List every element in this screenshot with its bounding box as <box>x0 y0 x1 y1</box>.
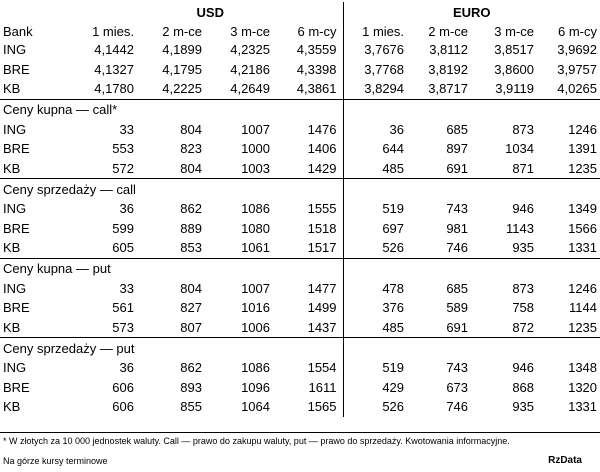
usd-value: 4,3398 <box>276 60 343 80</box>
forward-rate-row <box>0 79 600 99</box>
usd-column-header: 1 mies. <box>92 23 134 39</box>
euro-value: 3,9119 <box>495 81 535 97</box>
euro-value: 1235 <box>568 160 598 176</box>
usd-value: 1477 <box>276 279 343 299</box>
footnote: * W złotych za 10 000 jednostek waluty. Call — prawo do zakupu waluty, put — prawo do sprzedaży. Kwotowania informacyjne. <box>3 436 510 446</box>
euro-value: 691 <box>446 160 469 176</box>
usd-value: 804 <box>180 160 202 176</box>
usd-value: 4,2649 <box>230 81 270 97</box>
euro-value: 526 <box>382 399 405 415</box>
euro-value: 673 <box>446 379 469 395</box>
bank-name: BRE <box>3 61 30 77</box>
bank-name: KB <box>3 240 21 256</box>
section-title: Ceny sprzedaży — put <box>0 338 343 359</box>
euro-value: 746 <box>446 399 469 415</box>
usd-value: 1429 <box>276 159 343 179</box>
bank-name: ING <box>3 280 27 296</box>
bank-name: ING <box>3 360 27 376</box>
usd-value: 893 <box>180 379 202 395</box>
option-price-row <box>0 219 600 239</box>
usd-value: 889 <box>180 220 202 236</box>
column-header-row <box>0 22 600 40</box>
source-note: Na górze kursy terminowe <box>3 456 108 466</box>
section-header-row <box>0 99 600 120</box>
euro-value: 691 <box>446 319 469 335</box>
section-title: Ceny sprzedaży — call <box>0 179 343 200</box>
usd-value: 1086 <box>241 360 270 376</box>
option-price-row <box>0 279 600 299</box>
euro-value: 946 <box>512 201 535 217</box>
bank-column-header: Bank <box>3 23 33 39</box>
euro-value: 981 <box>446 220 469 236</box>
option-price-row <box>0 318 600 338</box>
euro-value: 3,8192 <box>428 61 469 77</box>
euro-value: 1391 <box>568 141 598 157</box>
euro-value: 758 <box>512 300 535 316</box>
usd-value: 1565 <box>276 397 343 417</box>
usd-value: 4,2325 <box>230 42 270 58</box>
bank-name: ING <box>3 121 27 137</box>
section-title: Ceny kupna — call* <box>0 99 343 120</box>
usd-value: 823 <box>180 141 202 157</box>
usd-value: 573 <box>112 319 134 335</box>
euro-value: 1034 <box>505 141 535 157</box>
usd-value: 855 <box>180 399 202 415</box>
usd-value: 4,1795 <box>162 61 202 77</box>
euro-value: 746 <box>446 240 469 256</box>
option-price-row <box>0 358 600 378</box>
euro-value: 485 <box>382 160 405 176</box>
euro-column-header: 1 mies. <box>362 23 405 39</box>
euro-column-header: 2 m-ce <box>428 23 469 39</box>
euro-value: 519 <box>382 201 405 217</box>
euro-value: 485 <box>382 319 405 335</box>
euro-value: 1246 <box>568 121 598 137</box>
usd-value: 1080 <box>241 220 270 236</box>
euro-value: 743 <box>446 360 469 376</box>
bank-name: KB <box>3 160 21 176</box>
usd-value: 1611 <box>276 378 343 398</box>
euro-value: 697 <box>382 220 405 236</box>
usd-value: 804 <box>180 121 202 137</box>
bank-name: KB <box>3 81 21 97</box>
euro-value: 1246 <box>568 280 598 296</box>
euro-value: 873 <box>512 121 535 137</box>
euro-value: 935 <box>512 399 535 415</box>
usd-value: 1003 <box>241 160 270 176</box>
euro-column-header: 6 m-cy <box>558 23 598 39</box>
usd-value: 1518 <box>276 219 343 239</box>
usd-value: 1554 <box>276 358 343 378</box>
currency-header-row <box>0 2 600 22</box>
euro-value: 743 <box>446 201 469 217</box>
usd-value: 599 <box>112 220 134 236</box>
usd-value: 1016 <box>241 300 270 316</box>
usd-value: 1517 <box>276 238 343 258</box>
euro-value: 4,0265 <box>557 81 598 97</box>
usd-value: 804 <box>180 280 202 296</box>
usd-value: 1061 <box>241 240 270 256</box>
bank-name: ING <box>3 42 27 58</box>
section-header-row <box>0 258 600 279</box>
bank-name: BRE <box>3 379 30 395</box>
currency-usd-heading: USD <box>78 2 343 22</box>
euro-value: 1144 <box>569 300 598 316</box>
usd-value: 1006 <box>241 319 270 335</box>
euro-value: 478 <box>382 280 405 296</box>
option-price-row <box>0 298 600 318</box>
usd-value: 33 <box>119 280 134 296</box>
rates-table <box>0 2 600 417</box>
euro-value: 3,8517 <box>494 42 535 58</box>
euro-value: 1235 <box>568 319 598 335</box>
euro-value: 3,9757 <box>557 61 598 77</box>
usd-value: 1555 <box>276 199 343 219</box>
euro-value: 1566 <box>568 220 598 236</box>
euro-column-header: 3 m-ce <box>494 23 535 39</box>
section-title: Ceny kupna — put <box>0 258 343 279</box>
usd-value: 862 <box>180 201 202 217</box>
euro-value: 3,9692 <box>557 42 598 58</box>
usd-value: 606 <box>112 379 134 395</box>
euro-value: 868 <box>512 379 535 395</box>
usd-value: 4,2225 <box>162 81 202 97</box>
usd-value: 862 <box>180 360 202 376</box>
euro-value: 376 <box>382 300 405 316</box>
bank-name: BRE <box>3 141 30 157</box>
bank-name: KB <box>3 319 21 335</box>
bank-name: KB <box>3 399 21 415</box>
section-header-row <box>0 338 600 359</box>
usd-value: 1086 <box>241 201 270 217</box>
option-price-row <box>0 120 600 140</box>
euro-value: 429 <box>382 379 405 395</box>
usd-value: 553 <box>112 141 134 157</box>
option-price-row <box>0 397 600 417</box>
option-price-row <box>0 159 600 179</box>
usd-value: 1437 <box>276 318 343 338</box>
usd-value: 827 <box>180 300 202 316</box>
euro-value: 644 <box>382 141 405 157</box>
forward-rate-row <box>0 60 600 80</box>
euro-value: 3,8717 <box>428 81 469 97</box>
euro-value: 897 <box>446 141 469 157</box>
usd-value: 1064 <box>241 399 270 415</box>
usd-value: 606 <box>112 399 134 415</box>
usd-value: 1007 <box>241 121 270 137</box>
euro-value: 872 <box>512 319 535 335</box>
source-credit: RzData <box>548 455 582 466</box>
section-header-row <box>0 179 600 200</box>
currency-header-spacer <box>0 2 78 22</box>
section-title-spacer <box>343 258 600 279</box>
usd-value: 561 <box>112 300 134 316</box>
option-price-row <box>0 139 600 159</box>
bank-name: ING <box>3 201 27 217</box>
option-price-row <box>0 378 600 398</box>
euro-value: 36 <box>389 121 405 137</box>
usd-value: 4,2186 <box>230 61 270 77</box>
euro-value: 526 <box>382 240 405 256</box>
forward-rate-row <box>0 40 600 60</box>
euro-value: 685 <box>446 280 469 296</box>
usd-column-header: 6 m-cy <box>276 22 343 40</box>
rates-body <box>0 2 600 417</box>
option-price-row <box>0 199 600 219</box>
usd-value: 4,1327 <box>94 61 134 77</box>
section-title-spacer <box>343 99 600 120</box>
usd-value: 36 <box>119 201 134 217</box>
euro-value: 685 <box>446 121 469 137</box>
euro-value: 871 <box>512 160 535 176</box>
euro-value: 1331 <box>568 240 598 256</box>
euro-value: 1320 <box>568 379 598 395</box>
usd-value: 4,3861 <box>276 79 343 99</box>
footer-divider <box>0 432 600 433</box>
usd-value: 1476 <box>276 120 343 140</box>
usd-value: 1499 <box>276 298 343 318</box>
usd-value: 807 <box>180 319 202 335</box>
euro-value: 1331 <box>568 399 598 415</box>
euro-value: 589 <box>446 300 469 316</box>
usd-value: 4,1899 <box>162 42 202 58</box>
usd-value: 4,3559 <box>276 40 343 60</box>
euro-value: 3,7768 <box>364 61 405 77</box>
euro-value: 1349 <box>568 201 598 217</box>
usd-value: 1096 <box>241 379 270 395</box>
section-title-spacer <box>343 338 600 359</box>
euro-value: 3,8294 <box>364 81 405 97</box>
usd-value: 1007 <box>241 280 270 296</box>
euro-value: 873 <box>512 280 535 296</box>
bank-name: BRE <box>3 220 30 236</box>
usd-column-header: 2 m-ce <box>162 23 202 39</box>
section-title-spacer <box>343 179 600 200</box>
usd-value: 4,1442 <box>94 42 134 58</box>
euro-value: 935 <box>512 240 535 256</box>
euro-value: 946 <box>512 360 535 376</box>
bank-name: BRE <box>3 300 30 316</box>
currency-euro-heading: EURO <box>452 4 491 20</box>
usd-value: 853 <box>180 240 202 256</box>
usd-column-header: 3 m-ce <box>230 23 270 39</box>
usd-value: 605 <box>112 240 134 256</box>
euro-value: 3,8600 <box>494 61 535 77</box>
euro-value: 3,7676 <box>364 42 405 58</box>
usd-value: 572 <box>112 160 134 176</box>
option-price-row <box>0 238 600 258</box>
usd-value: 36 <box>119 360 134 376</box>
usd-value: 1000 <box>241 141 270 157</box>
usd-value: 4,1780 <box>94 81 134 97</box>
usd-value: 33 <box>119 121 134 137</box>
euro-value: 519 <box>382 360 405 376</box>
euro-value: 1348 <box>568 360 598 376</box>
euro-value: 1143 <box>506 220 535 236</box>
usd-value: 1406 <box>276 139 343 159</box>
euro-value: 3,8112 <box>429 42 469 58</box>
